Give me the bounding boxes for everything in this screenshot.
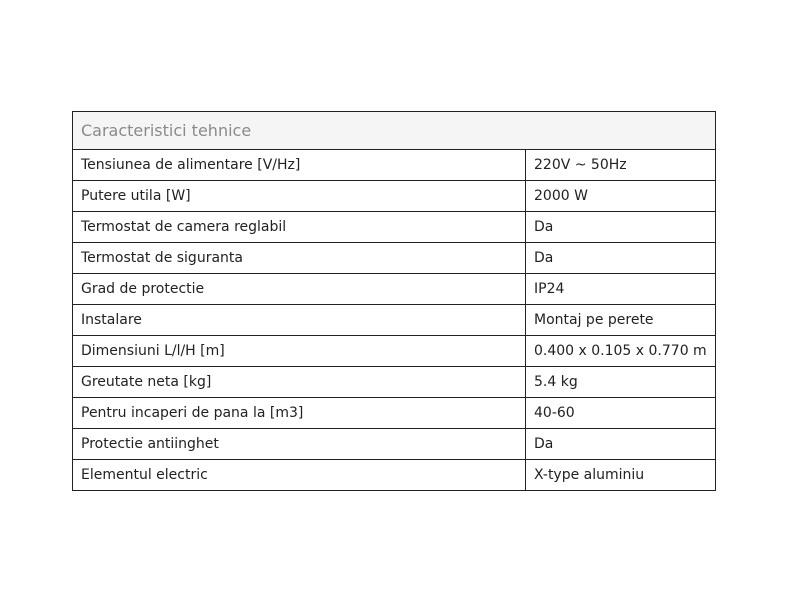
spec-label: Grad de protectie (73, 274, 526, 305)
table-row (73, 150, 716, 181)
table-row (73, 336, 716, 367)
table-header-row (73, 112, 716, 150)
table-row (73, 212, 716, 243)
table-row (73, 274, 716, 305)
table-row (73, 429, 716, 460)
spec-value: X-type aluminiu (526, 460, 716, 491)
spec-value: Montaj pe perete (526, 305, 716, 336)
spec-label: Putere utila [W] (73, 181, 526, 212)
table-title: Caracteristici tehnice (73, 112, 716, 150)
spec-value: Da (526, 429, 716, 460)
spec-label: Instalare (73, 305, 526, 336)
spec-label: Tensiunea de alimentare [V/Hz] (73, 150, 526, 181)
spec-label: Elementul electric (73, 460, 526, 491)
table-row (73, 181, 716, 212)
spec-label: Dimensiuni L/l/H [m] (73, 336, 526, 367)
spec-value: 2000 W (526, 181, 716, 212)
table-row (73, 243, 716, 274)
spec-value: 40-60 (526, 398, 716, 429)
table-row (73, 305, 716, 336)
table-row (73, 398, 716, 429)
spec-label: Termostat de siguranta (73, 243, 526, 274)
table-row (73, 367, 716, 398)
spec-value: 5.4 kg (526, 367, 716, 398)
spec-label: Protectie antiinghet (73, 429, 526, 460)
spec-value: Da (526, 212, 716, 243)
spec-label: Greutate neta [kg] (73, 367, 526, 398)
spec-value: Da (526, 243, 716, 274)
spec-label: Termostat de camera reglabil (73, 212, 526, 243)
spec-value: 0.400 x 0.105 x 0.770 m (526, 336, 716, 367)
specifications-table (72, 111, 716, 491)
table-row (73, 460, 716, 491)
spec-value: IP24 (526, 274, 716, 305)
spec-value: 220V ~ 50Hz (526, 150, 716, 181)
spec-label: Pentru incaperi de pana la [m3] (73, 398, 526, 429)
